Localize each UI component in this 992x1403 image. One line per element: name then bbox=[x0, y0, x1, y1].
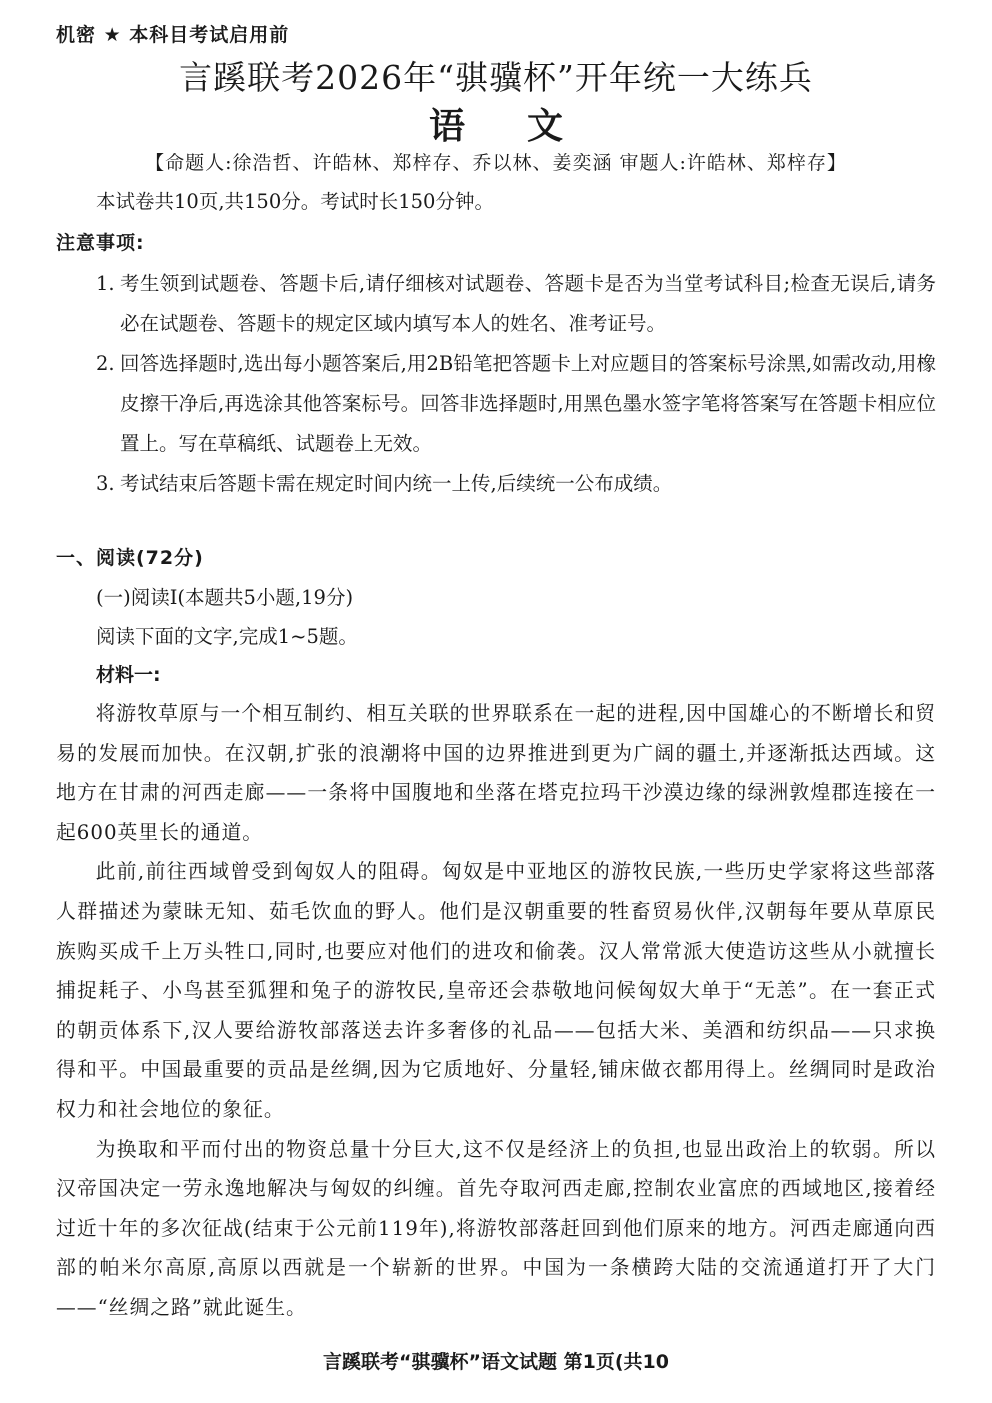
note-text: 回答选择题时,选出每小题答案后,用2B铅笔把答题卡上对应题目的答案标号涂黑,如需改动,用橡皮擦干净后,再选涂其他答案标号。回答非选择题时,用黑色墨水签字笔将答案写在答题卡相应位置上。写在草稿纸、试题卷上无效。 bbox=[120, 352, 936, 455]
exam-title: 言蹊联考2026年“骐骥杯”开年统一大练兵 bbox=[179, 58, 813, 97]
authors-line: 【命题人:徐浩哲、许皓林、郑梓存、乔以林、姜奕涵 审题人:许皓林、郑梓存】 bbox=[145, 152, 847, 174]
confidential-header: 机密 ★ 本科目考试启用前 bbox=[56, 24, 290, 46]
subsection-heading: (一)阅读I(本题共5小题,19分) bbox=[96, 586, 354, 609]
note-text: 考生领到试题卷、答题卡后,请仔细核对试题卷、答题卡是否为当堂考试科目;检查无误后,请务必在试题卷、答题卡的规定区域内填写本人的姓名、准考证号。 bbox=[120, 272, 936, 335]
exam-info: 本试卷共10页,共150分。考试时长150分钟。 bbox=[96, 190, 494, 213]
section-heading: 一、阅读(72分) bbox=[56, 547, 204, 569]
note-item bbox=[96, 344, 936, 464]
paragraph: 将游牧草原与一个相互制约、相互关联的世界联系在一起的进程,因中国雄心的不断增长和贸易的发展而加快。在汉朝,扩张的浪潮将中国的边界推进到更为广阔的疆土,并逐渐抵达西域。这地方在甘肃的河西走廊——一条将中国腹地和坐落在塔克拉玛干沙漠边缘的绿洲敦煌郡连接在一起600英里长的通道。 bbox=[56, 702, 936, 844]
paragraph: 为换取和平而付出的物资总量十分巨大,这不仅是经济上的负担,也显出政治上的软弱。所以汉帝国决定一劳永逸地解决与匈奴的纠缠。首先夺取河西走廊,控制农业富庶的西域地区,接着经过近十年的多次征战(结束于公元前119年),将游牧部落赶回到他们原来的地方。河西走廊通向西部的帕米尔高原,高原以西就是一个崭新的世界。中国为一条横跨大陆的交流通道打开了大门——“丝绸之路”就此诞生。 bbox=[56, 1137, 936, 1319]
notes-list bbox=[96, 264, 936, 504]
note-item bbox=[96, 264, 936, 344]
note-number: 1. bbox=[96, 272, 115, 295]
note-item bbox=[96, 464, 936, 504]
note-number: 3. bbox=[96, 472, 115, 495]
subject-title: 语文 bbox=[428, 105, 625, 147]
paragraph: 此前,前往西域曾受到匈奴人的阻碍。匈奴是中亚地区的游牧民族,一些历史学家将这些部落人群描述为蒙昧无知、茹毛饮血的野人。他们是汉朝重要的牲畜贸易伙伴,汉朝每年要从草原民族购买成千上万头牲口,同时,也要应对他们的进攻和偷袭。汉人常常派大使造访这些从小就擅长捕捉耗子、小鸟甚至狐狸和兔子的游牧民,皇帝还会恭敬地问候匈奴大单于“无恙”。在一套正式的朝贡体系下,汉人要给游牧部落送去许多奢侈的礼品——包括大米、美酒和纺织品——只求换得和平。中国最重要的贡品是丝绸,因为它质地好、分量轻,铺床做衣都用得上。丝绸同时是政治权力和社会地位的象征。 bbox=[56, 860, 936, 1121]
material-label: 材料一: bbox=[96, 664, 161, 686]
notes-heading: 注意事项: bbox=[56, 232, 145, 254]
note-number: 2. bbox=[96, 352, 115, 375]
reading-instruction: 阅读下面的文字,完成1~5题。 bbox=[96, 625, 358, 648]
note-text: 考试结束后答题卡需在规定时间内统一上传,后续统一公布成绩。 bbox=[120, 472, 673, 495]
page-footer: 言蹊联考“骐骥杯”语文试题 第1页(共10 bbox=[323, 1351, 669, 1373]
material-body bbox=[56, 694, 936, 1328]
